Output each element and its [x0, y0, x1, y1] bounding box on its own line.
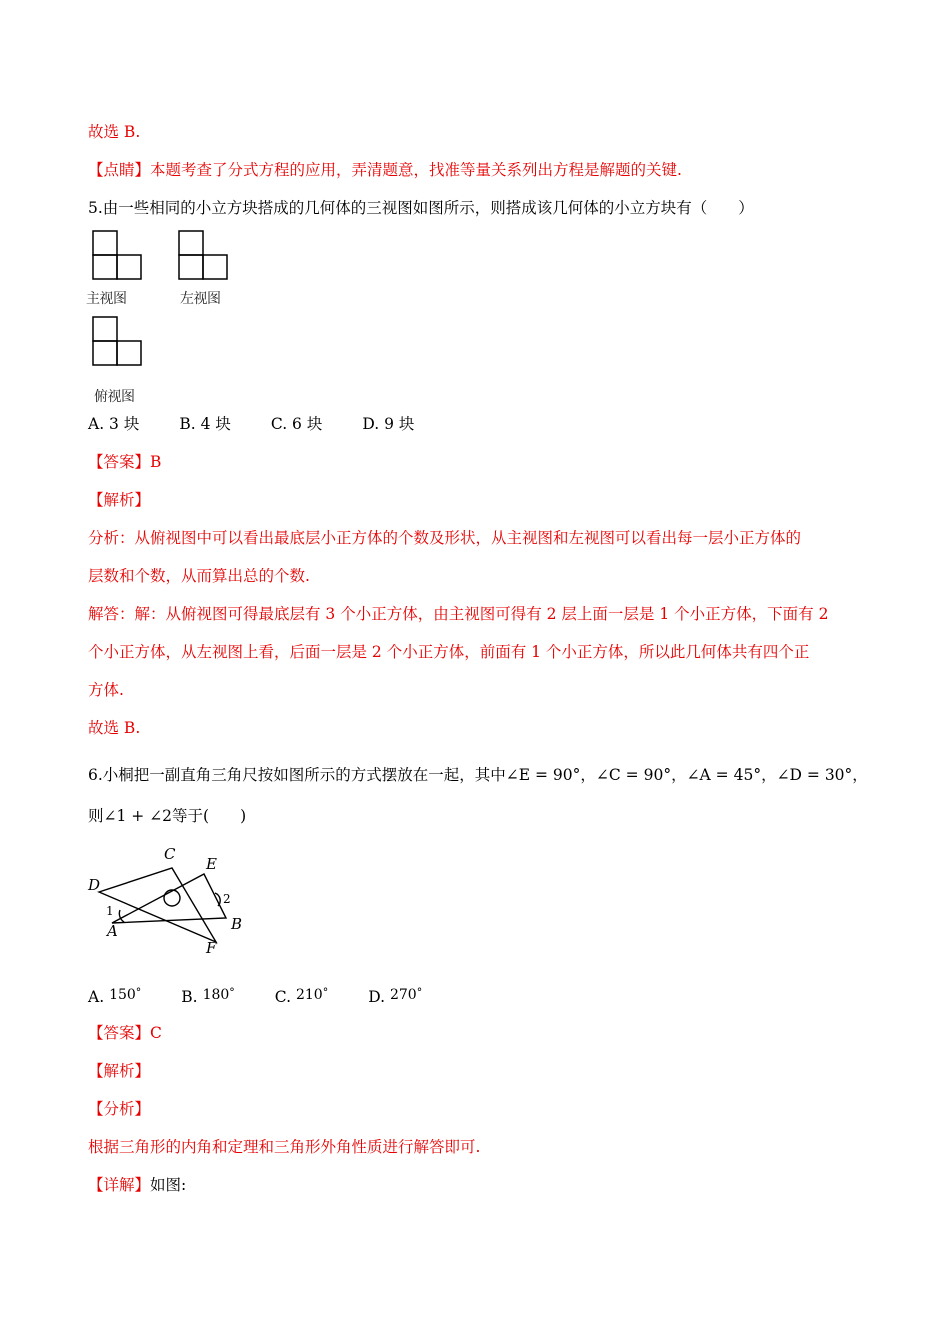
q6-option-c: C. 210° [274, 986, 329, 1006]
left-view [179, 231, 227, 279]
q6-fenxi-text: 根据三角形的内角和定理和三角形外角性质进行解答即可. [88, 1138, 481, 1156]
q5-answer: 【答案】B [88, 453, 162, 471]
q5-option-d: D. 9 块 [362, 415, 415, 433]
left-view-caption: 左视图 [180, 291, 221, 307]
angle-1-arc [119, 910, 124, 922]
label-f: F [206, 939, 217, 957]
q6-stem-2: 则∠1 + ∠2等于( ) [88, 807, 247, 825]
q6-option-a: A. 150° [88, 986, 142, 1006]
xiangjie-tag: 【详解】 [88, 1176, 151, 1194]
q6-stem-1: 6.小桐把一副直角三角尺按如图所示的方式摆放在一起，其中∠E = 90°，∠C = 90°，∠A = 45°，∠D = 30°， [88, 766, 868, 784]
label-b: B [231, 915, 243, 933]
q5-solution-3: 方体. [88, 681, 124, 699]
q5-options [88, 413, 454, 435]
q5-option-a: A. 3 块 [88, 415, 140, 433]
label-c: C [164, 845, 176, 863]
q6-xiangjie [88, 1174, 186, 1196]
triangles-figure [86, 842, 256, 957]
q5-solution-2: 个小正方体，从左视图上看，后面一层是 2 个小正方体，前面有 1 个小正方体，所以此几何体共有四个正 [88, 643, 810, 661]
q5-option-b: B. 4 块 [179, 415, 231, 433]
label-angle-1: 1 [106, 904, 114, 918]
q6-option-b: B. 180° [181, 986, 235, 1006]
q6-options [88, 982, 462, 1008]
q5-option-c: C. 6 块 [270, 415, 323, 433]
q6-jiexi: 【解析】 [88, 1062, 151, 1080]
dianjing-line: 【点睛】本题考查了分式方程的应用，弄清题意，找准等量关系列出方程是解题的关键. [88, 161, 682, 179]
angle-2-arc [215, 893, 220, 906]
angle-mark-center [164, 890, 180, 906]
top-view [93, 317, 141, 365]
front-view [93, 231, 141, 279]
q6-option-d: D. 270° [368, 986, 423, 1006]
q5-choose: 故选 B. [88, 719, 141, 737]
top-view-caption: 俯视图 [94, 389, 135, 405]
q6-fenxi: 【分析】 [88, 1100, 151, 1118]
choose-b-line: 故选 B. [88, 123, 141, 141]
label-a: A [107, 922, 118, 940]
q5-analysis-2: 层数和个数，从而算出总的个数. [88, 567, 310, 585]
three-views-figure [88, 228, 248, 408]
front-view-caption: 主视图 [86, 291, 127, 307]
label-d: D [88, 876, 101, 894]
q5-solution-1: 解答：解：从俯视图可得最底层有 3 个小正方体，由主视图可得有 2 层上面一层是 1 个小正方体，下面有 2 [88, 605, 829, 623]
triangle-abe [112, 874, 226, 923]
label-angle-2: 2 [223, 892, 231, 906]
xiangjie-text: 如图: [150, 1176, 187, 1194]
label-e: E [206, 855, 217, 873]
q5-stem: 5.由一些相同的小立方块搭成的几何体的三视图如图所示，则搭成该几何体的小立方块有（ ） [88, 199, 754, 217]
q6-answer: 【答案】C [88, 1024, 162, 1042]
q5-jiexi: 【解析】 [88, 491, 151, 509]
q5-analysis-1: 分析：从俯视图中可以看出最底层小正方体的个数及形状，从主视图和左视图可以看出每一层小正方体的 [88, 529, 802, 547]
